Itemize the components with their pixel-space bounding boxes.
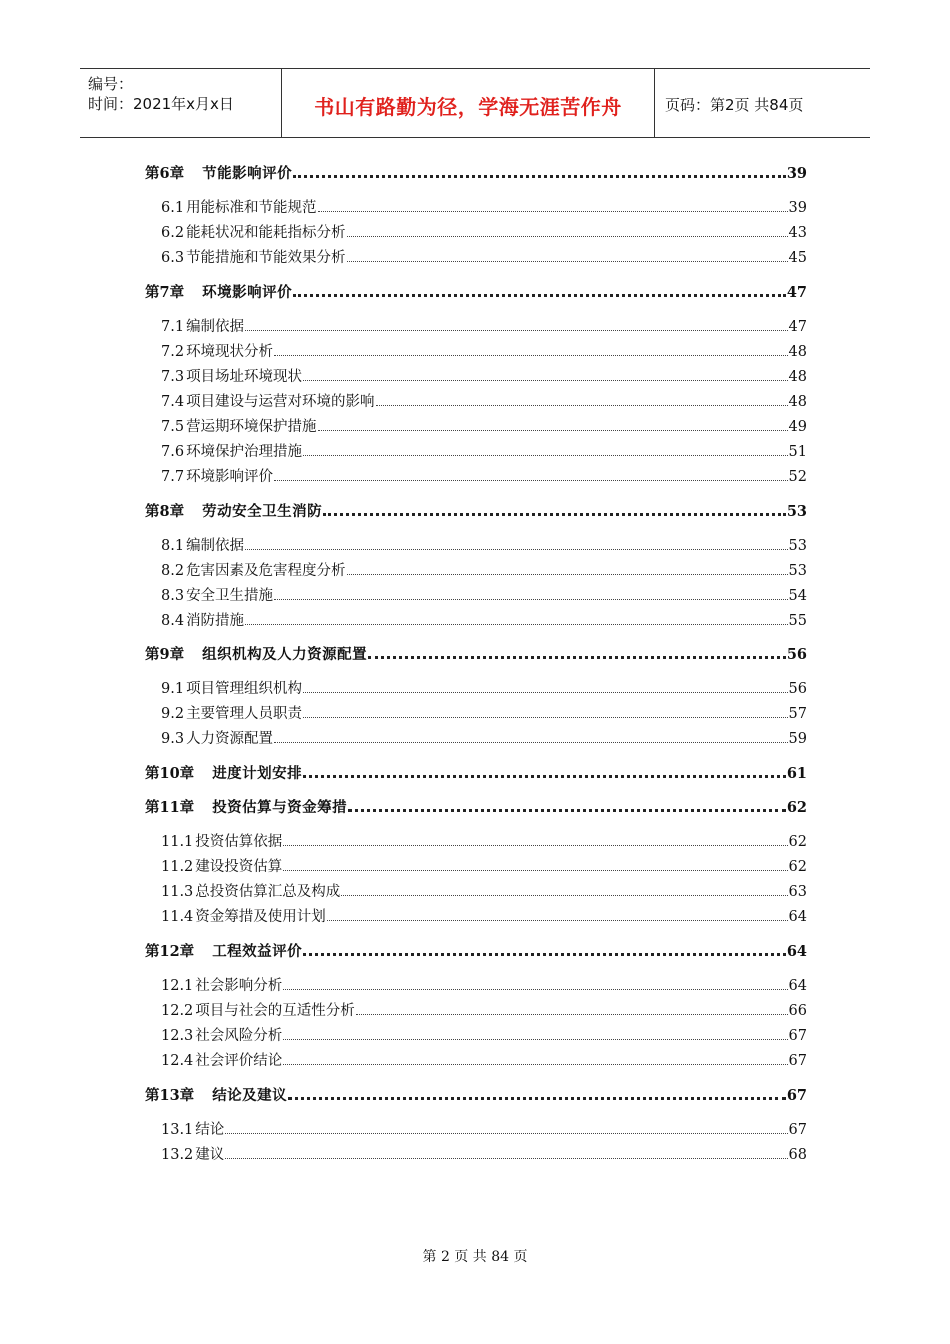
toc-section-entry[interactable] [161, 365, 807, 385]
toc-chapter-entry[interactable] [145, 643, 807, 663]
toc-chapter-entry[interactable] [145, 281, 807, 301]
toc-entry-title: 主要管理人员职责 [186, 706, 303, 722]
toc-entry-page-number: 51 [788, 444, 807, 460]
toc-entry-page-number: 64 [788, 978, 807, 994]
toc-entry-title: 环境现状分析 [186, 344, 274, 360]
toc-entry-title: 结论及建议 [212, 1087, 288, 1104]
toc-entry-page-number: 62 [788, 859, 807, 875]
toc-entry-page-number: 52 [788, 469, 807, 485]
toc-entry-title: 项目与社会的互适性分析 [195, 1003, 355, 1019]
toc-dot-leader [293, 293, 786, 297]
toc-entry-page-number: 62 [786, 799, 807, 816]
toc-entry-title: 能耗状况和能耗指标分析 [186, 225, 346, 241]
header-motto: 书山有路勤为径，学海无涯苦作舟 [314, 95, 622, 119]
toc-dot-leader [283, 869, 787, 871]
toc-entry-title: 项目场址环境现状 [186, 369, 303, 385]
toc-chapter-entry[interactable] [145, 940, 807, 960]
toc-entry-title: 节能措施和节能效果分析 [186, 250, 346, 266]
toc-entry-page-number: 39 [788, 200, 807, 216]
toc-dot-leader [341, 894, 787, 896]
toc-dot-leader [283, 1038, 787, 1040]
toc-section-entry[interactable] [161, 534, 807, 554]
toc-entry-title: 建议 [195, 1147, 225, 1163]
toc-entry-number: 7.3 [161, 369, 185, 385]
toc-entry-page-number: 59 [788, 731, 807, 747]
toc-dot-leader [368, 655, 786, 659]
toc-chapter-entry[interactable] [145, 796, 807, 816]
header-page-info: 页码：第2页 共84页 [665, 96, 804, 114]
toc-entry-page-number: 53 [786, 503, 807, 520]
toc-entry-page-number: 64 [786, 943, 807, 960]
toc-dot-leader [303, 952, 786, 956]
toc-section-entry[interactable] [161, 440, 807, 460]
toc-section-entry[interactable] [161, 905, 807, 925]
toc-dot-leader [323, 512, 786, 516]
toc-section-entry[interactable] [161, 315, 807, 335]
toc-dot-leader [348, 808, 786, 812]
toc-section-entry[interactable] [161, 999, 807, 1019]
toc-entry-number: 12.3 [161, 1028, 194, 1044]
toc-entry-page-number: 63 [788, 884, 807, 900]
toc-entry-title: 总投资估算汇总及构成 [195, 884, 341, 900]
toc-entry-title: 安全卫生措施 [186, 588, 274, 604]
toc-entry-number: 11.4 [161, 909, 194, 925]
toc-section-entry[interactable] [161, 1024, 807, 1044]
toc-entry-page-number: 67 [788, 1053, 807, 1069]
toc-entry-title: 营运期环境保护措施 [186, 419, 317, 435]
toc-entry-title: 投资估算依据 [195, 834, 283, 850]
toc-section-entry[interactable] [161, 677, 807, 697]
toc-entry-title: 危害因素及危害程度分析 [186, 563, 346, 579]
toc-entry-number: 8.4 [161, 613, 185, 629]
toc-dot-leader [274, 741, 787, 743]
toc-entry-number: 8.3 [161, 588, 185, 604]
toc-entry-number: 第13章 [145, 1087, 195, 1104]
toc-entry-number: 第11章 [145, 799, 195, 816]
toc-entry-page-number: 62 [788, 834, 807, 850]
toc-entry-title: 编制依据 [186, 319, 245, 335]
toc-section-entry[interactable] [161, 1143, 807, 1163]
toc-dot-leader [225, 1157, 787, 1159]
toc-entry-page-number: 61 [786, 765, 807, 782]
toc-dot-leader [303, 716, 787, 718]
toc-entry-number: 13.1 [161, 1122, 194, 1138]
toc-entry-number: 7.2 [161, 344, 185, 360]
toc-entry-number: 7.6 [161, 444, 185, 460]
toc-section-entry[interactable] [161, 702, 807, 722]
toc-dot-leader [283, 988, 787, 990]
toc-section-entry[interactable] [161, 196, 807, 216]
toc-section-entry[interactable] [161, 1118, 807, 1138]
toc-section-entry[interactable] [161, 390, 807, 410]
toc-dot-leader [274, 354, 787, 356]
toc-section-entry[interactable] [161, 221, 807, 241]
page-footer: 第 2 页 共 84 页 [422, 1249, 528, 1265]
toc-dot-leader [347, 260, 788, 262]
toc-section-entry[interactable] [161, 415, 807, 435]
toc-entry-title: 投资估算与资金筹措 [212, 799, 348, 816]
toc-entry-title: 社会风险分析 [195, 1028, 283, 1044]
toc-entry-number: 第9章 [145, 646, 185, 663]
toc-entry-number: 7.7 [161, 469, 185, 485]
toc-dot-leader [303, 379, 787, 381]
serial-label: 编号： [88, 75, 134, 93]
toc-entry-title: 项目管理组织机构 [186, 681, 303, 697]
toc-entry-page-number: 56 [788, 681, 807, 697]
toc-dot-leader [245, 548, 787, 550]
toc-entry-page-number: 47 [786, 284, 807, 301]
toc-chapter-entry[interactable] [145, 762, 807, 782]
toc-entry-title: 进度计划安排 [212, 765, 303, 782]
toc-dot-leader [318, 210, 788, 212]
toc-section-entry[interactable] [161, 1049, 807, 1069]
toc-entry-page-number: 43 [788, 225, 807, 241]
toc-entry-page-number: 53 [788, 563, 807, 579]
toc-entry-title: 资金筹措及使用计划 [195, 909, 326, 925]
toc-entry-number: 6.2 [161, 225, 185, 241]
toc-entry-number: 第6章 [145, 165, 185, 182]
toc-entry-page-number: 47 [788, 319, 807, 335]
toc-section-entry[interactable] [161, 246, 807, 266]
toc-dot-leader [288, 1096, 786, 1100]
toc-entry-number: 12.2 [161, 1003, 194, 1019]
toc-entry-title: 社会评价结论 [195, 1053, 283, 1069]
toc-entry-number: 第7章 [145, 284, 185, 301]
toc-entry-number: 第8章 [145, 503, 185, 520]
toc-entry-title: 社会影响分析 [195, 978, 283, 994]
toc-entry-number: 12.1 [161, 978, 194, 994]
toc-entry-title: 用能标准和节能规范 [186, 200, 317, 216]
toc-entry-title: 结论 [195, 1122, 225, 1138]
toc-entry-number: 7.1 [161, 319, 185, 335]
toc-entry-page-number: 53 [788, 538, 807, 554]
toc-dot-leader [245, 329, 787, 331]
toc-section-entry[interactable] [161, 855, 807, 875]
toc-entry-page-number: 55 [788, 613, 807, 629]
toc-entry-page-number: 67 [786, 1087, 807, 1104]
toc-dot-leader [347, 235, 788, 237]
toc-entry-title: 消防措施 [186, 613, 245, 629]
toc-dot-leader [327, 919, 788, 921]
toc-dot-leader [225, 1132, 787, 1134]
toc-entry-title: 环境影响评价 [202, 284, 293, 301]
toc-dot-leader [293, 174, 786, 178]
toc-chapter-entry[interactable] [145, 1084, 807, 1104]
toc-dot-leader [318, 429, 788, 431]
toc-entry-page-number: 54 [788, 588, 807, 604]
toc-section-entry[interactable] [161, 340, 807, 360]
toc-entry-number: 11.3 [161, 884, 194, 900]
toc-entry-page-number: 45 [788, 250, 807, 266]
toc-entry-number: 6.3 [161, 250, 185, 266]
toc-dot-leader [245, 623, 787, 625]
toc-section-entry[interactable] [161, 830, 807, 850]
toc-dot-leader [303, 691, 787, 693]
toc-entry-title: 环境保护治理措施 [186, 444, 303, 460]
toc-chapter-entry[interactable] [145, 500, 807, 520]
toc-entry-page-number: 56 [786, 646, 807, 663]
toc-entry-page-number: 48 [788, 369, 807, 385]
toc-entry-title: 工程效益评价 [212, 943, 303, 960]
toc-entry-page-number: 67 [788, 1028, 807, 1044]
toc-entry-title: 项目建设与运营对环境的影响 [186, 394, 375, 410]
toc-entry-page-number: 39 [786, 165, 807, 182]
toc-entry-number: 7.4 [161, 394, 185, 410]
toc-dot-leader [283, 1063, 787, 1065]
toc-entry-title: 节能影响评价 [202, 165, 293, 182]
toc-entry-number: 8.2 [161, 563, 185, 579]
toc-entry-page-number: 67 [788, 1122, 807, 1138]
toc-section-entry[interactable] [161, 465, 807, 485]
toc-entry-title: 环境影响评价 [186, 469, 274, 485]
toc-entry-page-number: 57 [788, 706, 807, 722]
toc-section-entry[interactable] [161, 559, 807, 579]
toc-section-entry[interactable] [161, 609, 807, 629]
toc-entry-number: 7.5 [161, 419, 185, 435]
toc-entry-number: 11.1 [161, 834, 194, 850]
toc-dot-leader [376, 404, 788, 406]
toc-entry-number: 9.3 [161, 731, 185, 747]
toc-entry-number: 第12章 [145, 943, 195, 960]
toc-entry-page-number: 48 [788, 344, 807, 360]
toc-section-entry[interactable] [161, 727, 807, 747]
toc-dot-leader [274, 598, 787, 600]
toc-dot-leader [283, 844, 787, 846]
toc-entry-page-number: 48 [788, 394, 807, 410]
toc-entry-number: 第10章 [145, 765, 195, 782]
toc-entry-page-number: 68 [788, 1147, 807, 1163]
toc-entry-title: 组织机构及人力资源配置 [202, 646, 368, 663]
toc-entry-number: 11.2 [161, 859, 194, 875]
toc-section-entry[interactable] [161, 880, 807, 900]
toc-entry-page-number: 64 [788, 909, 807, 925]
toc-entry-page-number: 66 [788, 1003, 807, 1019]
toc-chapter-entry[interactable] [145, 162, 807, 182]
toc-section-entry[interactable] [161, 584, 807, 604]
toc-section-entry[interactable] [161, 974, 807, 994]
time-label: 时间：2021年x月x日 [88, 95, 234, 113]
toc-entry-number: 9.2 [161, 706, 185, 722]
toc-entry-number: 13.2 [161, 1147, 194, 1163]
toc-dot-leader [347, 573, 788, 575]
toc-entry-number: 6.1 [161, 200, 185, 216]
toc-entry-title: 劳动安全卫生消防 [202, 503, 323, 520]
toc-dot-leader [303, 454, 787, 456]
toc-entry-page-number: 49 [788, 419, 807, 435]
toc-entry-number: 9.1 [161, 681, 185, 697]
toc-dot-leader [274, 479, 787, 481]
toc-entry-number: 12.4 [161, 1053, 194, 1069]
toc-entry-title: 编制依据 [186, 538, 245, 554]
toc-dot-leader [303, 774, 786, 778]
toc-entry-title: 建设投资估算 [195, 859, 283, 875]
toc-entry-title: 人力资源配置 [186, 731, 274, 747]
toc-dot-leader [356, 1013, 788, 1015]
toc-entry-number: 8.1 [161, 538, 185, 554]
